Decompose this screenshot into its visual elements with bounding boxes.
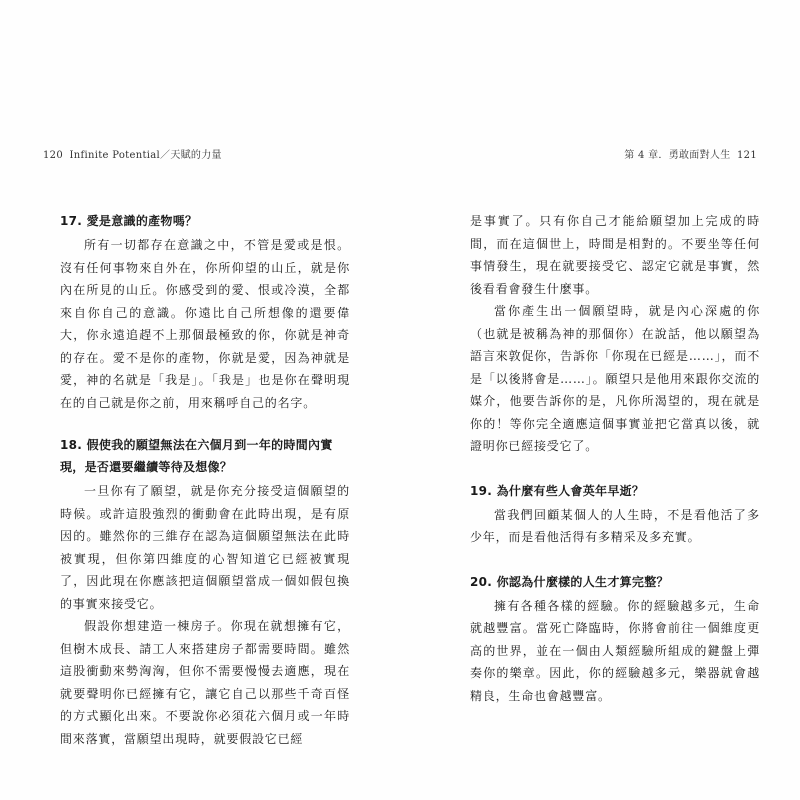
question-17-answer: 所有一切都存在意識之中，不管是愛或是恨。沒有任何事物來自外在，你所仰望的山丘，就是你內在所見的山丘。你感受到的愛、恨或冷漠，全都來自你自己的意識。你遠比自己所想像的還要偉大，你永遠追趕不上那個最極致的你，你就是神奇的存在。愛不是你的產物，你就是愛，因為神就是愛，神的名就是「我是」。「我是」也是你在聲明現在的自己就是你之前，用來稱呼自己的名字。 [60,238,350,410]
question-18-answer-2: 假設你想建造一棟房子。你現在就想擁有它，但樹木成長、請工人來搭建房子都需要時間。雖然這股衝動來勢洶洶，但你不需要慢慢去適應，現在就要聲明你已經擁有它，讓它自己以那些千奇百怪的方式顯化出來。不要說你必須花六個月或一年時間來落實，當願望出現時，就要假設它已經 [60,619,350,746]
right-running-head [624,146,760,161]
book-title: Infinite Potential／天賦的力量 [69,150,222,161]
question-18-answer-continued: 是事實了。只有你自己才能給願望加上完成的時間，而在這個世上，時間是相對的。不要坐等任何事情發生，現在就要接受它、認定它就是事實，然後看看會發生什麼事。 [470,214,760,296]
question-20-answer: 擁有各種各樣的經驗。你的經驗越多元，生命就越豐富。當死亡降臨時，你將會前往一個維度更高的世界，並在一個由人類經驗所組成的鍵盤上彈奏你的樂章。因此，你的經驗越多元，樂器就會越精良，生命也會越豐富。 [470,598,760,703]
question-18-answer-3: 當你產生出一個願望時，就是內心深處的你（也就是被稱為神的那個你）在說話，他以願望為語言來敦促你，告訴你「你現在已經是……」，而不是「以後將會是……」。願望只是他用來跟你交流的媒介，他要告訴你的是，凡你所渴望的，現在就是你的！等你完全適應這個事實並把它當真以後，就證明你已經接受它了。 [470,304,760,453]
question-20-title: 20. 你認為什麼樣的人生才算完整？ [470,574,669,589]
chapter-title: 第 4 章．勇敢面對人生 [624,150,731,161]
right-page [470,210,760,707]
question-18-title: 18. 假使我的願望無法在六個月到一年的時間內實現，是否還要繼續等待及想像？ [60,438,333,474]
question-17-title: 17. 愛是意識的產物嗎？ [60,214,198,228]
question-19-answer: 當我們回顧某個人的人生時，不是看他活了多少年，而是看他活得有多精采及多充實。 [470,507,760,544]
left-running-head [40,146,222,161]
left-page [60,210,350,750]
question-19-title: 19. 為什麼有些人會英年早逝？ [470,483,645,498]
right-page-number: 121 [737,150,757,161]
left-page-number: 120 [43,150,63,161]
question-18-answer-1: 一旦你有了願望，就是你充分接受這個願望的時候。或許這股強烈的衝動會在此時出現，是有原因的。雖然你的三維存在認為這個願望無法在此時被實現，但你第四維度的心智知道它已經被實現了，因此現在你應該把這個願望當成一個如假包換的事實來接受它。 [60,484,350,611]
